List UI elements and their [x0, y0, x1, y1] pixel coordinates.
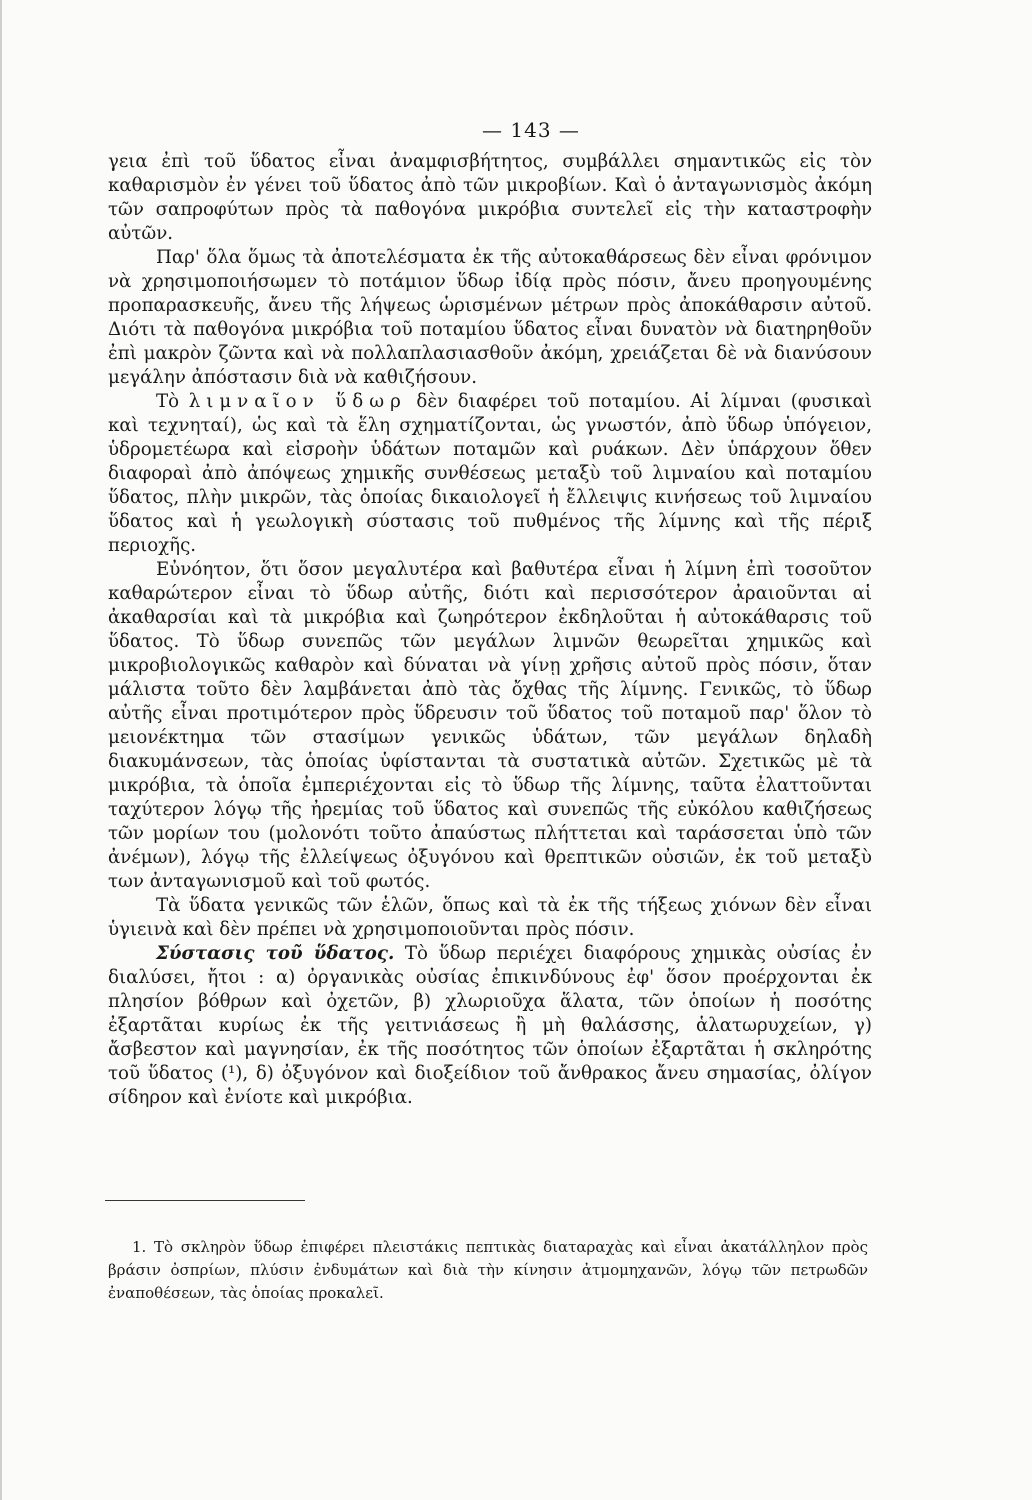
footnote: 1. Τὸ σκληρὸν ὕδωρ ἐπιφέρει πλειστάκις πεπτικὰς διαταραχὰς καὶ εἶναι ἀκατάλληλον πρὸς βράσιν ὀσπρίων, πλύσιν ἐνδυμάτων καὶ διὰ τὴν κίνησιν ἀτμομηχανῶν, λόγῳ τῶν πετρωδῶν ἐναποθέσεων, τὰς ὁποίας προκαλεῖ.	[108, 1238, 868, 1302]
scan-edge-line	[0, 0, 2, 1500]
paragraph-4: Εὐνόητον, ὅτι ὅσον μεγαλυτέρα καὶ βαθυτέρα εἶναι ἡ λίμνη ἐπὶ τοσοῦτον καθαρώτερον εἶναι τὸ ὕδωρ αὐτῆς, διότι καὶ περισσότερον ἀραιοῦνται αἱ ἀκαθαρσίαι καὶ τὰ μικρόβια καὶ ζωηρότερον ἐκδηλοῦται ἡ αὐτοκάθαρσις τοῦ ὕδατος. Τὸ ὕδωρ συνεπῶς τῶν μεγάλων λιμνῶν θεωρεῖται χημικῶς καὶ μικροβιολογικῶς καθαρὸν καὶ δύναται νὰ γίνῃ χρῆσις αὐτοῦ πρὸς πόσιν, ὅταν μάλιστα τοῦτο δὲν λαμβάνεται ἀπὸ τὰς ὄχθας τῆς λίμνης. Γενικῶς, τὸ ὕδωρ αὐτῆς εἶναι προτιμότερον πρὸς ὕδρευσιν τοῦ ὕδατος τοῦ ποταμοῦ παρ' ὅλον τὸ μειονέκτημα τῶν στασίμων γενικῶς ὑδάτων, τῶν μεγάλων δηλαδὴ διακυμάνσεων, τὰς ὁποίας ὑφίστανται τὰ συστατικὰ αὐτῶν. Σχετικῶς μὲ τὰ μικρόβια, τὰ ὁποῖα ἐμπεριέχονται εἰς τὸ ὕδωρ τῆς λίμνης, ταῦτα ἐλαττοῦνται ταχύτερον λόγῳ τῆς ἠρεμίας τοῦ ὕδατος καὶ συνεπῶς τῆς εὐκόλου καθιζήσεως τῶν μορίων του (μολονότι τοῦτο ἀπαύστως πλήττεται καὶ ταράσσεται ὑπὸ τῶν ἀνέμων), λόγῳ τῆς ἐλλείψεως ὀξυγόνου καὶ θρεπτικῶν οὐσιῶν, ἐκ τοῦ μεταξὺ των ἀνταγωνισμοῦ καὶ τοῦ φωτός.	[108, 559, 872, 892]
paragraph-5: Τὰ ὕδατα γενικῶς τῶν ἑλῶν, ὅπως καὶ τὰ ἐκ τῆς τήξεως χιόνων δὲν εἶναι ὑγιεινὰ καὶ δὲν πρέπει νὰ χρησιμοποιοῦνται πρὸς πόσιν.	[108, 895, 872, 940]
footnote-divider	[105, 1200, 305, 1201]
paragraph-3-rest: δὲν διαφέρει τοῦ ποταμίου. Αἱ λίμναι (φυσικαὶ καὶ τεχνηταί), ὡς καὶ τὰ ἕλη σχηματίζονται, ὡς γνωστόν, ἀπὸ ὕδωρ ὑπόγειον, ὑδρομετέωρα καὶ εἰσροὴν ὑδάτων ποταμῶν καὶ ρυάκων. Δὲν ὑπάρχουν ὅθεν διαφοραὶ ἀπὸ ἀπόψεως χημικῆς συνθέσεως μεταξὺ τοῦ λιμναίου καὶ ποταμίου ὕδατος, πλὴν μικρῶν, τὰς ὁποίας δικαιολογεῖ ἡ ἔλλειψις κινήσεως τοῦ λιμναίου ὕδατος καὶ ἡ γεωλογικὴ σύστασις τοῦ πυθμένος τῆς λίμνης καὶ τῆς πέριξ περιοχῆς.	[108, 391, 872, 556]
section-heading-water-composition: Σύστασις τοῦ ὕδατος.	[156, 943, 395, 964]
term-lake-water: λιμναῖον ὕδωρ	[188, 391, 407, 412]
page-number: — 143 —	[482, 118, 580, 142]
paragraph-3	[108, 390, 872, 558]
paragraph-6	[108, 942, 872, 1110]
paragraph-1: γεια ἐπὶ τοῦ ὕδατος εἶναι ἀναμφισβήτητος, συμβάλλει σημαντικῶς εἰς τὸν καθαρισμὸν ἐν γένει τοῦ ὕδατος ἀπὸ τῶν μικροβίων. Καὶ ὁ ἀνταγωνισμὸς ἀκόμη τῶν σαπροφύτων πρὸς τὰ παθογόνα μικρόβια συντελεῖ εἰς τὴν καταστροφὴν αὐτῶν.	[108, 151, 872, 244]
paragraph-2: Παρ' ὅλα ὅμως τὰ ἀποτελέσματα ἐκ τῆς αὐτοκαθάρσεως δὲν εἶναι φρόνιμον νὰ χρησιμοποιήσωμεν τὸ ποτάμιον ὕδωρ ἰδίᾳ πρὸς πόσιν, ἄνευ προηγουμένης προπαρασκευῆς, ἄνευ τῆς λήψεως ὡρισμένων μέτρων πρὸς ἀποκάθαρσιν αὐτοῦ. Διότι τὰ παθογόνα μικρόβια τοῦ ποταμίου ὕδατος εἶναι δυνατὸν νὰ διατηρηθοῦν ἐπὶ μακρὸν ζῶντα καὶ νὰ πολλαπλασιασθοῦν ἀκόμη, χρειάζεται δὲ νὰ διανύσουν μεγάλην ἀπόστασιν διὰ νὰ καθιζήσουν.	[108, 247, 872, 388]
body-text	[108, 150, 872, 1110]
paragraph-3-start: Τὸ	[156, 391, 189, 412]
paragraph-6-text: Τὸ ὕδωρ περιέχει διαφόρους χημικὰς οὐσίας ἐν διαλύσει, ἤτοι : α) ὀργανικὰς οὐσίας ἐπικινδύνους ἐφ' ὅσον προέρχονται ἐκ πλησίον βόθρων καὶ ὀχετῶν, β) χλωριοῦχα ἅλατα, τῶν ὁποίων ἡ ποσότης ἐξαρτᾶται κυρίως ἐκ τῆς γειτνιάσεως ἢ μὴ θαλάσσης, ἁλατωρυχείων, γ) ἄσβεστον καὶ μαγνησίαν, ἐκ τῆς ποσότητος τῶν ὁποίων ἐξαρτᾶται ἡ σκληρότης τοῦ ὕδατος (¹), δ) ὀξυγόνον καὶ διοξείδιον τοῦ ἄνθρακος ἄνευ σημασίας, ὀλίγον σίδηρον καὶ ἐνίοτε καὶ μικρόβια.	[108, 943, 872, 1108]
